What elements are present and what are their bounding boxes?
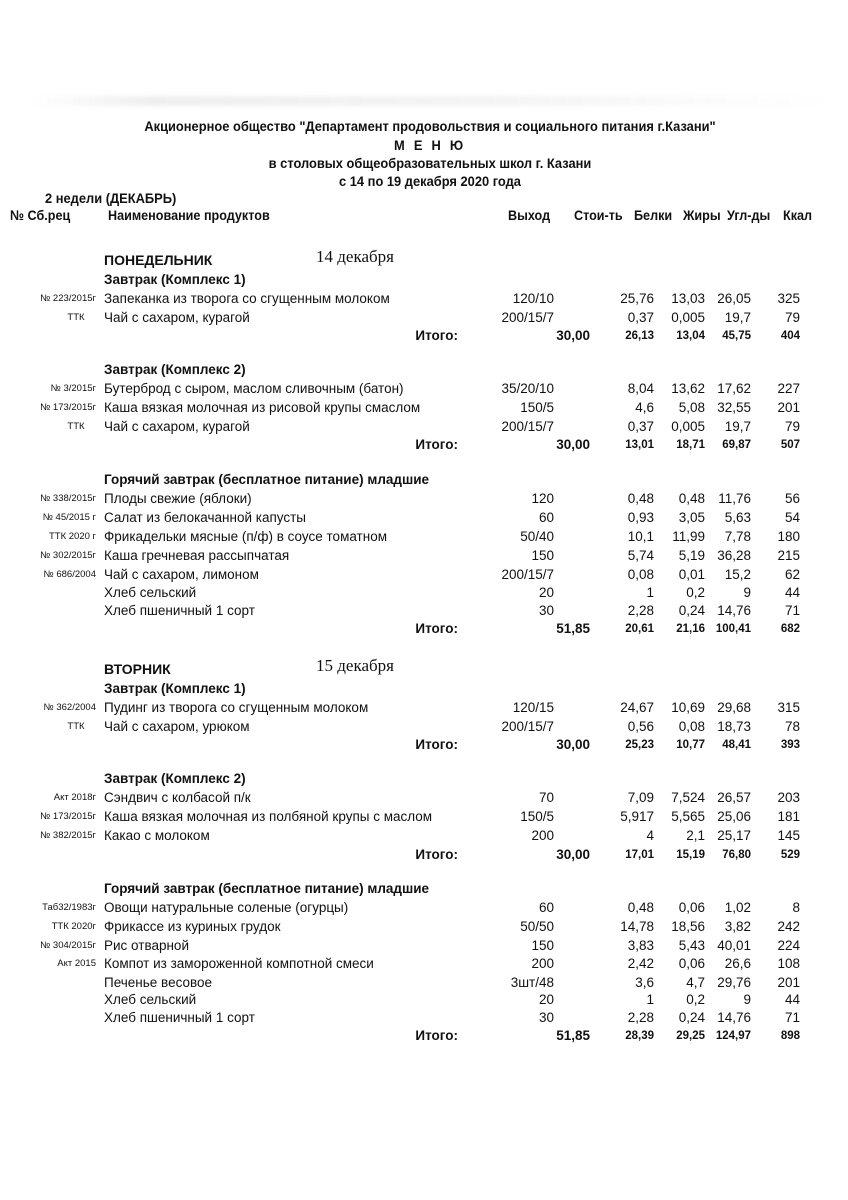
protein-value: 0,56	[627, 719, 654, 734]
total-kcal: 682	[780, 623, 800, 635]
total-cost: 30,00	[556, 328, 590, 343]
menu-item-row	[0, 528, 848, 546]
total-carbs: 69,87	[722, 439, 751, 451]
carbs-value: 32,55	[717, 400, 751, 415]
fat-value: 0,08	[678, 719, 705, 734]
recipe-code: Акт 2018г	[53, 792, 96, 803]
col-cost: Стои-ть	[574, 207, 623, 223]
dish-name: Бутерброд с сыром, маслом сливочным (батон)	[104, 381, 404, 396]
portion-output: 150	[531, 548, 554, 563]
menu-item-row	[0, 1009, 848, 1027]
recipe-code: Таб32/1983г	[42, 902, 96, 913]
kcal-value: 201	[777, 400, 800, 415]
fat-value: 5,08	[678, 400, 705, 415]
protein-value: 1	[646, 992, 654, 1007]
menu-subtitle: в столовых общеобразовательных школ г. Казани	[268, 155, 592, 171]
carbs-value: 19,7	[724, 419, 751, 434]
protein-value: 0,08	[627, 567, 654, 582]
col-code: № Сб.рец	[10, 207, 71, 223]
dish-name: Запеканка из творога со сгущенным молоком	[104, 291, 390, 306]
dish-name: Чай с сахаром, курагой	[104, 419, 250, 434]
total-cost: 30,00	[556, 737, 590, 752]
portion-output: 120/15	[512, 700, 554, 715]
protein-value: 2,42	[627, 956, 654, 971]
protein-value: 0,93	[627, 510, 654, 525]
meal-title: Завтрак (Комплекс 2)	[104, 362, 246, 377]
portion-output: 200/15/7	[501, 567, 554, 582]
recipe-code: ТТК 2020г	[51, 921, 96, 932]
portion-output: 200/15/7	[501, 310, 554, 325]
menu-item-row	[0, 547, 848, 565]
carbs-value: 9	[743, 585, 751, 600]
menu-item-row	[0, 789, 848, 807]
fat-value: 0,005	[671, 419, 705, 434]
col-protein: Белки	[634, 207, 673, 223]
fat-value: 11,99	[672, 529, 705, 544]
menu-item-row	[0, 509, 848, 527]
day-heading: ПОНЕДЕЛЬНИК	[104, 252, 213, 268]
kcal-value: 79	[784, 419, 800, 434]
fat-value: 0,01	[678, 567, 705, 582]
menu-item-row	[0, 718, 848, 736]
menu-item-row	[0, 584, 848, 602]
protein-value: 4	[646, 828, 654, 843]
day-date: 15 декабря	[316, 656, 394, 675]
dish-name: Печенье весовое	[104, 975, 213, 990]
carbs-value: 17,62	[717, 381, 751, 396]
fat-value: 0,24	[678, 1010, 705, 1025]
protein-value: 0,37	[627, 419, 654, 434]
protein-value: 10,1	[627, 529, 654, 544]
protein-value: 5,74	[627, 548, 654, 563]
total-label: Итого:	[415, 737, 458, 752]
dish-name: Фрикассе из куриных грудок	[104, 919, 281, 934]
protein-value: 5,917	[620, 809, 654, 824]
total-protein: 13,01	[625, 439, 654, 451]
col-carbs: Угл-ды	[727, 207, 771, 223]
menu-item-row	[0, 566, 848, 584]
portion-output: 150/5	[520, 400, 554, 415]
total-cost: 30,00	[556, 437, 590, 452]
kcal-value: 78	[784, 719, 800, 734]
fat-value: 4,7	[686, 975, 705, 990]
recipe-code: № 686/2004	[43, 569, 96, 580]
total-cost: 51,85	[556, 1028, 590, 1043]
day-heading: ВТОРНИК	[104, 661, 171, 677]
dish-name: Хлеб сельский	[104, 992, 197, 1007]
dish-name: Рис отварной	[104, 938, 189, 953]
kcal-value: 325	[777, 291, 800, 306]
col-output: Выход	[508, 207, 551, 223]
kcal-value: 108	[777, 956, 800, 971]
recipe-code: № 338/2015г	[40, 493, 96, 504]
kcal-value: 54	[784, 510, 800, 525]
protein-value: 3,83	[627, 938, 654, 953]
kcal-value: 201	[777, 975, 800, 990]
total-carbs: 45,75	[722, 330, 751, 342]
carbs-value: 14,76	[717, 603, 751, 618]
menu-item-row	[0, 399, 848, 417]
total-kcal: 404	[780, 330, 800, 342]
meal-title: Завтрак (Комплекс 2)	[104, 771, 246, 786]
fat-value: 13,62	[671, 381, 705, 396]
dish-name: Каша вязкая молочная из полбяной крупы с маслом	[104, 809, 433, 824]
total-carbs: 76,80	[722, 849, 751, 861]
total-fat: 21,16	[676, 623, 705, 635]
kcal-value: 71	[784, 603, 800, 618]
portion-output: 70	[538, 790, 554, 805]
protein-value: 2,28	[627, 1010, 654, 1025]
kcal-value: 315	[777, 700, 800, 715]
protein-value: 1	[646, 585, 654, 600]
menu-item-row	[0, 602, 848, 620]
total-protein: 28,39	[625, 1030, 654, 1042]
total-carbs: 48,41	[722, 739, 751, 751]
protein-value: 24,67	[620, 700, 654, 715]
col-name: Наименование продуктов	[108, 207, 270, 223]
carbs-value: 15,2	[724, 567, 751, 582]
portion-output: 120/10	[512, 291, 554, 306]
dish-name: Плоды свежие (яблоки)	[104, 491, 252, 506]
total-cost: 30,00	[556, 847, 590, 862]
portion-output: 30	[538, 603, 554, 618]
carbs-value: 7,78	[724, 529, 751, 544]
total-fat: 10,77	[676, 739, 705, 751]
meal-title: Горячий завтрак (бесплатное питание) младшие	[104, 881, 430, 896]
total-label: Итого:	[415, 1028, 458, 1043]
recipe-code: ТТК	[67, 421, 85, 432]
recipe-code: № 304/2015г	[40, 940, 96, 951]
total-fat: 18,71	[676, 439, 705, 451]
carbs-value: 9	[743, 992, 751, 1007]
col-fat: Жиры	[683, 207, 721, 223]
dish-name: Сэндвич с колбасой п/к	[104, 790, 251, 805]
menu-item-row	[0, 955, 848, 973]
menu-item-row	[0, 490, 848, 508]
menu-item-row	[0, 290, 848, 308]
fat-value: 0,48	[678, 491, 705, 506]
protein-value: 7,09	[627, 790, 654, 805]
carbs-value: 36,28	[717, 548, 751, 563]
day-date: 14 декабря	[316, 247, 394, 266]
portion-output: 3шт/48	[510, 975, 554, 990]
kcal-value: 224	[777, 938, 800, 953]
meal-total-row	[0, 846, 848, 864]
kcal-value: 227	[777, 381, 800, 396]
carbs-value: 3,82	[724, 919, 751, 934]
total-kcal: 898	[780, 1030, 800, 1042]
menu-item-row	[0, 827, 848, 845]
carbs-value: 29,76	[717, 975, 751, 990]
fat-value: 2,1	[686, 828, 705, 843]
meal-total-row	[0, 1027, 848, 1045]
protein-value: 2,28	[627, 603, 654, 618]
carbs-value: 1,02	[724, 900, 751, 915]
portion-output: 50/50	[520, 919, 554, 934]
meal-total-row	[0, 436, 848, 454]
fat-value: 7,524	[671, 790, 705, 805]
dish-name: Пудинг из творога со сгущенным молоком	[104, 700, 369, 715]
total-protein: 20,61	[625, 623, 654, 635]
protein-value: 0,37	[627, 310, 654, 325]
portion-output: 150	[531, 938, 554, 953]
menu-item-row	[0, 380, 848, 398]
scan-smudge	[30, 96, 830, 106]
total-fat: 13,04	[676, 330, 705, 342]
total-label: Итого:	[415, 437, 458, 452]
total-carbs: 124,97	[715, 1030, 751, 1042]
protein-value: 8,04	[627, 381, 654, 396]
meal-title: Завтрак (Комплекс 1)	[104, 272, 246, 287]
recipe-code: Акт 2015	[57, 958, 96, 969]
recipe-code: № 173/2015г	[40, 811, 96, 822]
total-protein: 25,23	[625, 739, 654, 751]
dish-name: Какао с молоком	[104, 828, 210, 843]
recipe-code: ТТК 2020 г	[48, 531, 96, 542]
total-label: Итого:	[415, 847, 458, 862]
menu-title: М Е Н Ю	[394, 137, 466, 153]
kcal-value: 145	[777, 828, 800, 843]
fat-value: 18,56	[671, 919, 705, 934]
kcal-value: 242	[777, 919, 800, 934]
total-fat: 15,19	[676, 849, 705, 861]
menu-period: с 14 по 19 декабря 2020 года	[339, 173, 521, 189]
menu-item-row	[0, 899, 848, 917]
recipe-code: № 382/2015г	[40, 830, 96, 841]
dish-name: Хлеб сельский	[104, 585, 197, 600]
portion-output: 50/40	[520, 529, 554, 544]
kcal-value: 56	[784, 491, 800, 506]
recipe-code: ТТК	[67, 312, 85, 323]
dish-name: Овощи натуральные соленые (огурцы)	[104, 900, 349, 915]
portion-output: 200	[531, 956, 554, 971]
kcal-value: 215	[777, 548, 800, 563]
organization-title: Акционерное общество "Департамент продовольствия и социального питания г.Казани"	[144, 118, 716, 134]
menu-item-row	[0, 918, 848, 936]
fat-value: 3,05	[678, 510, 705, 525]
kcal-value: 203	[777, 790, 800, 805]
fat-value: 10,69	[671, 700, 705, 715]
meal-title: Завтрак (Комплекс 1)	[104, 681, 246, 696]
menu-item-row	[0, 309, 848, 327]
dish-name: Каша вязкая молочная из рисовой крупы смаслом	[104, 400, 421, 415]
protein-value: 3,6	[635, 975, 654, 990]
portion-output: 150/5	[520, 809, 554, 824]
carbs-value: 19,7	[724, 310, 751, 325]
kcal-value: 44	[784, 992, 800, 1007]
recipe-code: № 173/2015г	[40, 402, 96, 413]
carbs-value: 5,63	[724, 510, 751, 525]
meal-title: Горячий завтрак (бесплатное питание) младшие	[104, 472, 430, 487]
dish-name: Чай с сахаром, лимоном	[104, 567, 259, 582]
portion-output: 20	[538, 992, 554, 1007]
fat-value: 0,2	[686, 992, 705, 1007]
total-protein: 26,13	[625, 330, 654, 342]
fat-value: 13,03	[671, 291, 705, 306]
total-kcal: 529	[780, 849, 800, 861]
fat-value: 5,43	[678, 938, 705, 953]
protein-value: 0,48	[627, 491, 654, 506]
carbs-value: 25,06	[717, 809, 751, 824]
carbs-value: 18,73	[717, 719, 751, 734]
total-carbs: 100,41	[715, 623, 751, 635]
total-label: Итого:	[415, 621, 458, 636]
dish-name: Хлеб пшеничный 1 сорт	[104, 1010, 255, 1025]
total-label: Итого:	[415, 328, 458, 343]
fat-value: 0,06	[678, 956, 705, 971]
meal-total-row	[0, 620, 848, 638]
menu-item-row	[0, 974, 848, 992]
total-cost: 51,85	[556, 621, 590, 636]
dish-name: Чай с сахаром, урюком	[104, 719, 250, 734]
dish-name: Каша гречневая рассыпчатая	[104, 548, 290, 563]
portion-output: 200/15/7	[501, 719, 554, 734]
menu-item-row	[0, 808, 848, 826]
dish-name: Компот из замороженной компотной смеси	[104, 956, 374, 971]
portion-output: 200	[531, 828, 554, 843]
recipe-code: № 362/2004	[43, 702, 96, 713]
meal-total-row	[0, 327, 848, 345]
carbs-value: 40,01	[717, 938, 751, 953]
recipe-code: № 302/2015г	[40, 550, 96, 561]
meal-total-row	[0, 736, 848, 754]
kcal-value: 71	[784, 1010, 800, 1025]
total-protein: 17,01	[625, 849, 654, 861]
fat-value: 5,19	[678, 548, 705, 563]
total-kcal: 393	[780, 739, 800, 751]
recipe-code: ТТК	[67, 721, 85, 732]
protein-value: 25,76	[620, 291, 654, 306]
protein-value: 0,48	[627, 900, 654, 915]
portion-output: 200/15/7	[501, 419, 554, 434]
protein-value: 14,78	[620, 919, 654, 934]
carbs-value: 26,57	[717, 790, 751, 805]
carbs-value: 26,6	[724, 956, 751, 971]
portion-output: 120	[531, 491, 554, 506]
protein-value: 4,6	[635, 400, 654, 415]
fat-value: 0,2	[686, 585, 705, 600]
kcal-value: 79	[784, 310, 800, 325]
carbs-value: 11,76	[718, 491, 751, 506]
portion-output: 60	[538, 510, 554, 525]
portion-output: 20	[538, 585, 554, 600]
portion-output: 35/20/10	[501, 381, 554, 396]
dish-name: Фрикадельки мясные (п/ф) в соусе томатном	[104, 529, 387, 544]
carbs-value: 25,17	[717, 828, 751, 843]
fat-value: 0,24	[678, 603, 705, 618]
total-kcal: 507	[780, 439, 800, 451]
carbs-value: 26,05	[717, 291, 751, 306]
kcal-value: 8	[792, 900, 800, 915]
dish-name: Хлеб пшеничный 1 сорт	[104, 603, 255, 618]
carbs-value: 29,68	[717, 700, 751, 715]
dish-name: Салат из белокачанной капусты	[104, 510, 307, 525]
fat-value: 5,565	[671, 809, 705, 824]
kcal-value: 44	[784, 585, 800, 600]
recipe-code: № 45/2015 г	[42, 512, 96, 523]
kcal-value: 180	[777, 529, 800, 544]
carbs-value: 14,76	[717, 1010, 751, 1025]
portion-output: 30	[538, 1010, 554, 1025]
portion-output: 60	[538, 900, 554, 915]
menu-item-row	[0, 699, 848, 717]
kcal-value: 181	[777, 809, 800, 824]
recipe-code: № 3/2015г	[50, 383, 96, 394]
week-label: 2 недели (ДЕКАБРЬ)	[45, 190, 177, 206]
fat-value: 0,005	[671, 310, 705, 325]
recipe-code: № 223/2015г	[40, 293, 96, 304]
menu-item-row	[0, 937, 848, 955]
fat-value: 0,06	[678, 900, 705, 915]
kcal-value: 62	[784, 567, 800, 582]
dish-name: Чай с сахаром, курагой	[104, 310, 250, 325]
col-kcal: Ккал	[783, 207, 813, 223]
total-fat: 29,25	[676, 1030, 705, 1042]
menu-item-row	[0, 991, 848, 1009]
menu-item-row	[0, 418, 848, 436]
